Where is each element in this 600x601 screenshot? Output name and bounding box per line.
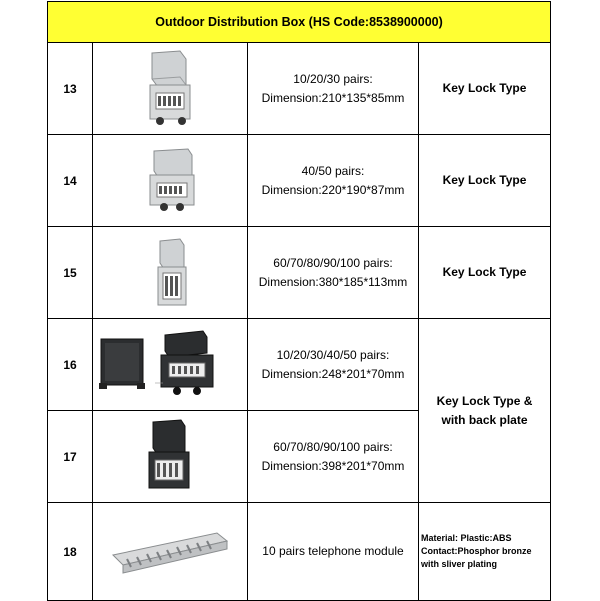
table-row — [48, 43, 551, 135]
material-line-1: Material: Plastic:ABS — [421, 533, 512, 543]
spec-cell — [248, 43, 419, 135]
table-row — [48, 135, 551, 227]
spec-cell — [248, 227, 419, 319]
product-image — [93, 411, 248, 503]
type-cell: Key Lock Type — [419, 135, 551, 227]
dimension-text: Dimension:220*190*87mm — [261, 182, 405, 197]
type-cell-merged — [419, 319, 551, 503]
product-table — [47, 1, 551, 601]
material-cell — [419, 503, 551, 601]
product-image — [93, 319, 248, 411]
type-cell: Key Lock Type — [419, 227, 551, 319]
spec-cell — [248, 411, 419, 503]
row-number: 14 — [48, 135, 93, 227]
pairs-text: 10/20/30/40/50 pairs: — [276, 347, 390, 362]
table-title: Outdoor Distribution Box (HS Code:8538900000) — [48, 2, 551, 43]
product-image — [93, 503, 248, 601]
table-row — [48, 503, 551, 601]
row-number: 16 — [48, 319, 93, 411]
row-number: 13 — [48, 43, 93, 135]
pairs-text: 60/70/80/90/100 pairs: — [273, 439, 393, 454]
product-image — [93, 227, 248, 319]
table-row — [48, 319, 551, 411]
spec-cell — [248, 319, 419, 411]
spec-cell — [248, 135, 419, 227]
type-line-2: with back plate — [441, 412, 528, 427]
dimension-text: Dimension:210*135*85mm — [261, 90, 405, 105]
table-row — [48, 227, 551, 319]
dimension-text: Dimension:248*201*70mm — [261, 366, 405, 381]
material-line-2: Contact:Phosphor bronze — [421, 546, 532, 556]
product-image — [93, 43, 248, 135]
module-cell: 10 pairs telephone module — [248, 503, 419, 601]
type-line-1: Key Lock Type & — [436, 393, 533, 408]
material-line-3: with sliver plating — [421, 559, 498, 569]
pairs-text: 10/20/30 pairs: — [293, 71, 373, 86]
dimension-text: Dimension:398*201*70mm — [261, 458, 405, 473]
row-number: 15 — [48, 227, 93, 319]
type-cell: Key Lock Type — [419, 43, 551, 135]
dimension-text: Dimension:380*185*113mm — [258, 274, 408, 289]
pairs-text: 60/70/80/90/100 pairs: — [273, 255, 393, 270]
row-number: 17 — [48, 411, 93, 503]
product-image — [93, 135, 248, 227]
pairs-text: 40/50 pairs: — [301, 163, 365, 178]
row-number: 18 — [48, 503, 93, 601]
